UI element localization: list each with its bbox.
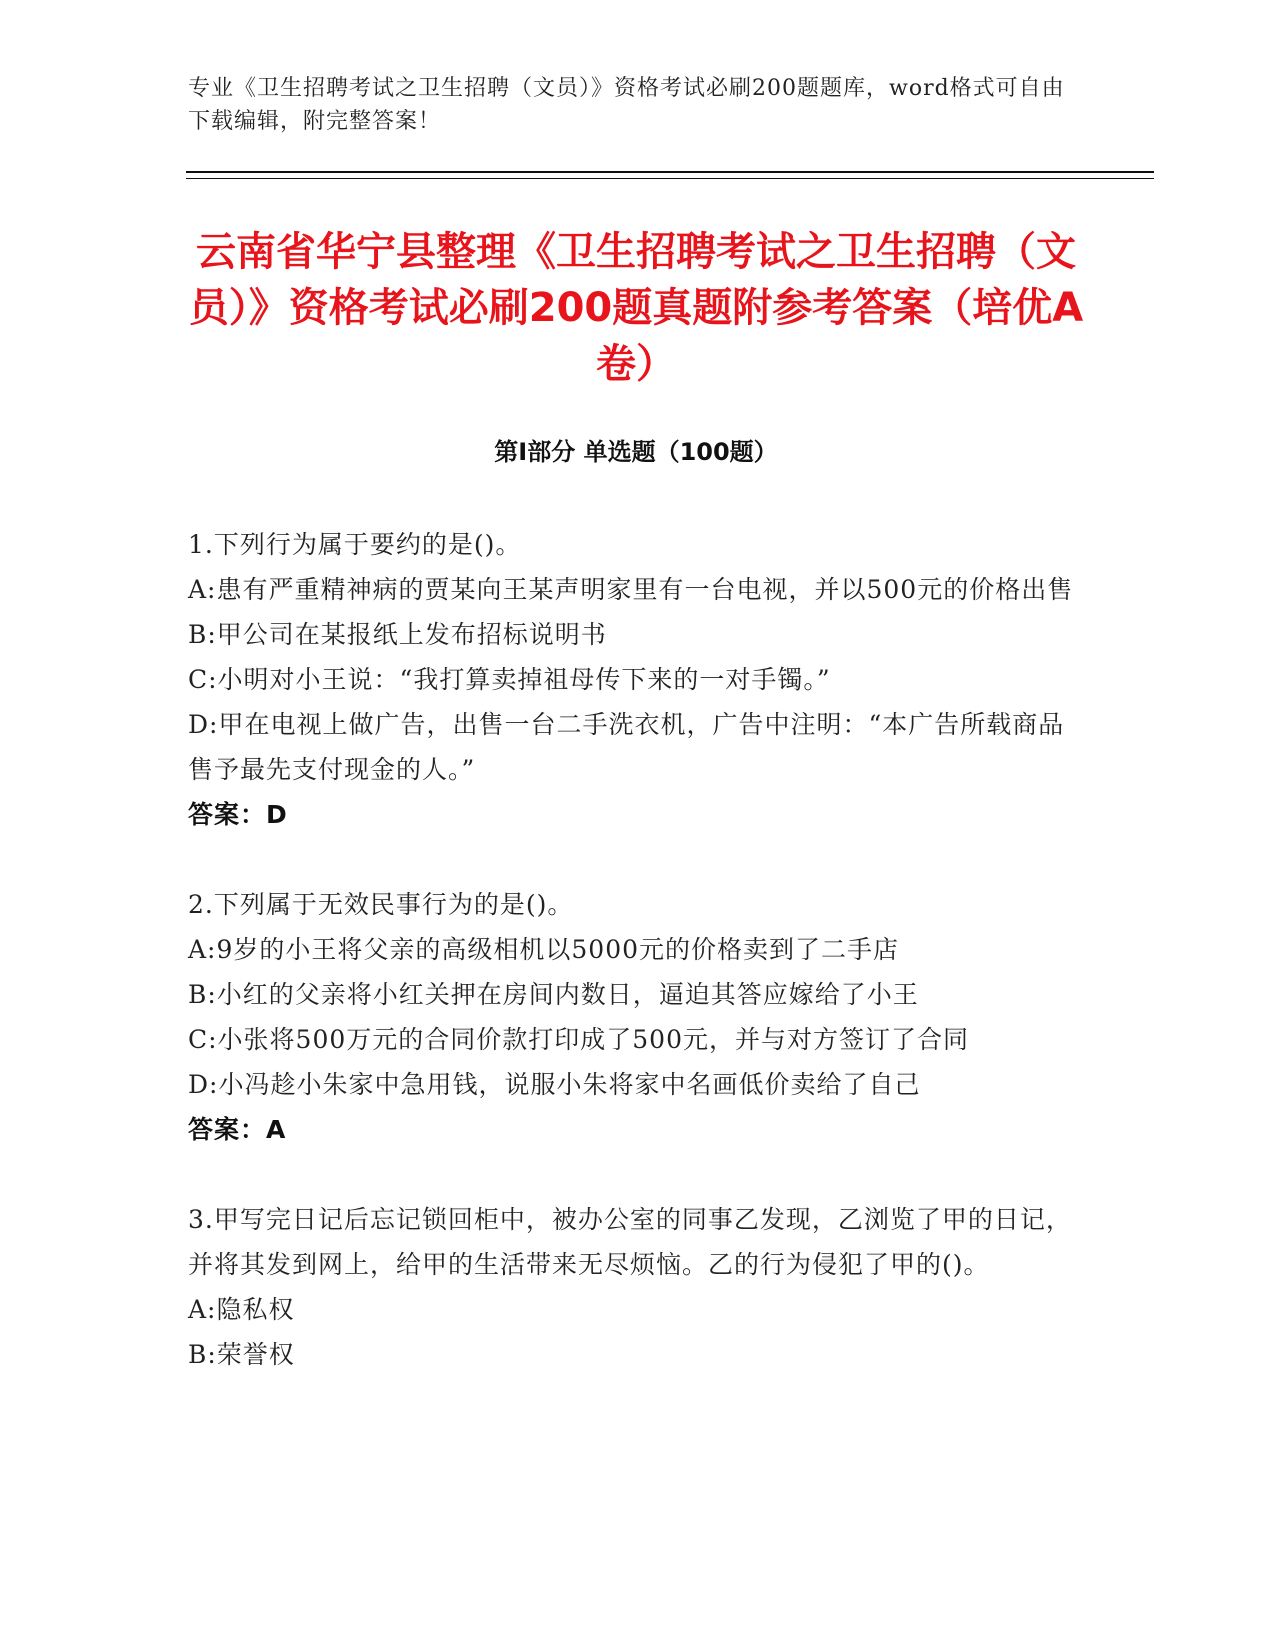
option-c: C:小明对小王说：“我打算卖掉祖母传下来的一对手镯。” bbox=[188, 665, 831, 694]
header-rule-thick bbox=[186, 171, 1154, 173]
option-d: D:甲在电视上做广告，出售一台二手洗衣机，广告中注明：“本广告所载商品售予最先支付现金的人。” bbox=[188, 710, 1065, 784]
option-b: B:荣誉权 bbox=[188, 1340, 295, 1369]
question-stem: 2.下列属于无效民事行为的是()。 bbox=[188, 890, 574, 919]
question-stem: 3.甲写完日记后忘记锁回柜中，被办公室的同事乙发现，乙浏览了甲的日记，并将其发到网上，给甲的生活带来无尽烦恼。乙的行为侵犯了甲的()。 bbox=[188, 1205, 1072, 1279]
option-a: A:9岁的小王将父亲的高级相机以5000元的价格卖到了二手店 bbox=[188, 935, 900, 964]
option-b: B:小红的父亲将小红关押在房间内数日，逼迫其答应嫁给了小王 bbox=[188, 980, 919, 1009]
page-header-note: 专业《卫生招聘考试之卫生招聘（文员）》资格考试必刷200题题库，word格式可自由下载编辑，附完整答案！ bbox=[188, 76, 1065, 134]
option-b: B:甲公司在某报纸上发布招标说明书 bbox=[188, 620, 607, 649]
document-title: 云南省华宁县整理《卫生招聘考试之卫生招聘（文员）》资格考试必刷200题真题附参考答案（培优A卷） bbox=[188, 229, 1084, 387]
section-heading: 第I部分 单选题（100题） bbox=[494, 438, 778, 466]
option-a: A:患有严重精神病的贾某向王某声明家里有一台电视，并以500元的价格出售 bbox=[188, 575, 1074, 604]
question-3 bbox=[188, 1197, 1078, 1377]
question-1 bbox=[188, 522, 1078, 837]
question-2 bbox=[188, 882, 1078, 1152]
option-c: C:小张将500万元的合同价款打印成了500元，并与对方签订了合同 bbox=[188, 1025, 969, 1054]
answer-line: 答案：D bbox=[188, 800, 288, 829]
option-a: A:隐私权 bbox=[188, 1295, 295, 1324]
question-list bbox=[188, 522, 1078, 1422]
option-d: D:小冯趁小朱家中急用钱，说服小朱将家中名画低价卖给了自己 bbox=[188, 1070, 921, 1099]
header-rule-thin bbox=[186, 178, 1154, 179]
question-stem: 1.下列行为属于要约的是()。 bbox=[188, 530, 522, 559]
answer-line: 答案：A bbox=[188, 1115, 287, 1144]
